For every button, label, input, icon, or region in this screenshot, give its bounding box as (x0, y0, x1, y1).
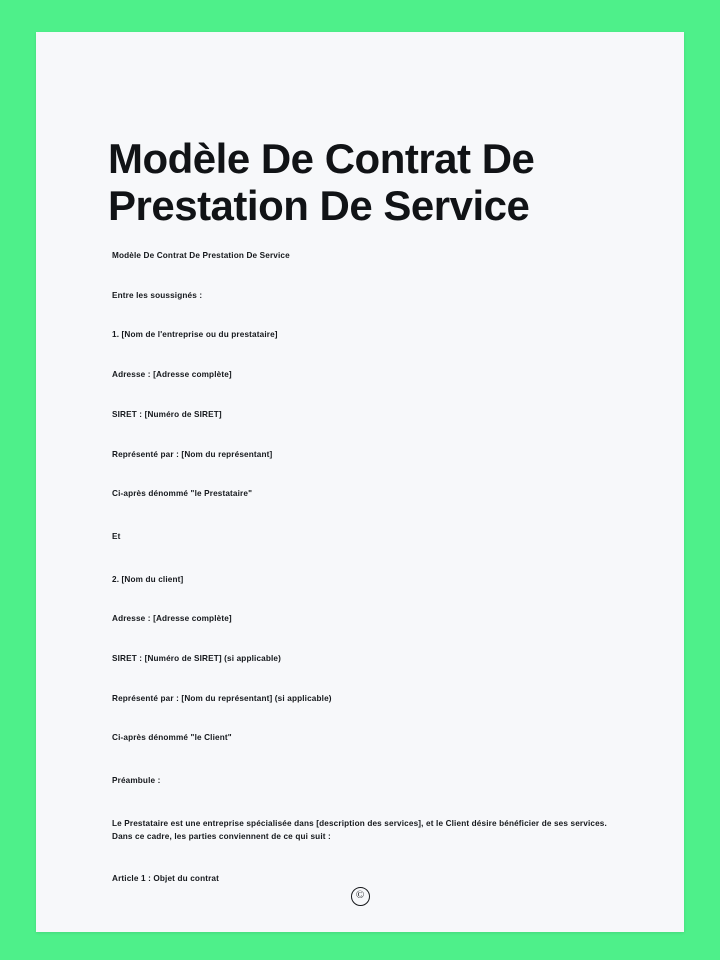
document-paragraph-article-1: Article 1 : Objet du contrat (112, 874, 220, 884)
document-paragraph-client-representative: Représenté par : [Nom du représentant] (si applicable) (112, 693, 332, 703)
document-paragraph-client-name: 2. [Nom du client] (112, 574, 184, 584)
footer (36, 885, 684, 906)
document-sheet (36, 32, 684, 932)
document-body (112, 250, 612, 913)
copyright-icon: © (351, 887, 370, 906)
document-paragraph-provider-name: 1. [Nom de l'entreprise ou du prestataire] (112, 330, 278, 340)
document-paragraph-provider-siret: SIRET : [Numéro de SIRET] (112, 409, 222, 419)
document-paragraph-et: Et (112, 531, 121, 541)
document-paragraph-parties-intro: Entre les soussignés : (112, 290, 203, 300)
document-paragraph-client-siret: SIRET : [Numéro de SIRET] (si applicable) (112, 654, 282, 664)
document-paragraph-client-address: Adresse : [Adresse complète] (112, 614, 232, 624)
document-paragraph-preamble-heading: Préambule : (112, 776, 161, 786)
document-paragraph-provider-address: Adresse : [Adresse complète] (112, 370, 232, 380)
document-paragraph-preamble-body: Le Prestataire est une entreprise spécialisée dans [description des services], et le Client désire bénéficier de ses services. Dans ce cadre, les parties conviennent de ce qui suit : (112, 818, 607, 841)
document-paragraph-provider-representative: Représenté par : [Nom du représentant] (112, 449, 273, 459)
document-paragraph-provider-alias: Ci-après dénommé "le Prestataire" (112, 489, 253, 499)
document-paragraph-client-alias: Ci-après dénommé "le Client" (112, 733, 232, 743)
document-paragraph-heading: Modèle De Contrat De Prestation De Service (112, 251, 290, 260)
page-title: Modèle De Contrat De Prestation De Service (108, 135, 535, 230)
